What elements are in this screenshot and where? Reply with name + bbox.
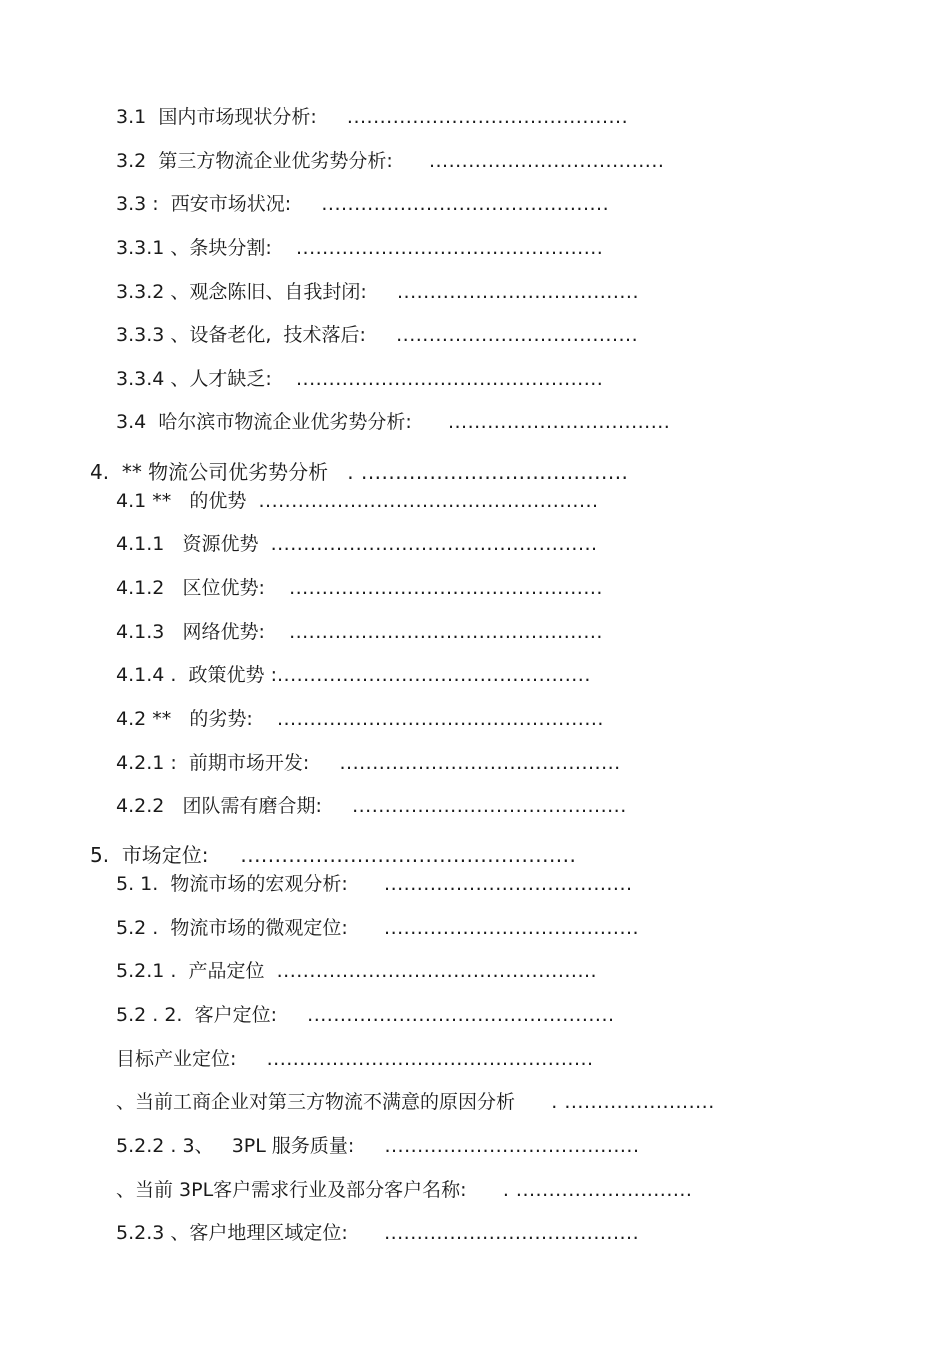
toc-entry-number: 4.2.1 : xyxy=(116,752,177,774)
toc-entry-leader: ................................................ xyxy=(289,621,603,643)
toc-entry-3-1 xyxy=(116,105,628,129)
toc-entry-number: 5.2.1 . xyxy=(116,960,177,982)
toc-entry-title: ** 物流公司优劣势分析 xyxy=(121,460,329,484)
toc-entry-4-1-1 xyxy=(116,532,598,556)
toc-entry-title: 网络优势: xyxy=(182,621,265,643)
toc-entry-leader: .................................................. xyxy=(266,1048,594,1070)
toc-entry-number: 3.3.2 xyxy=(116,281,165,303)
toc-entry-title: 物流市场的微观定位: xyxy=(170,917,348,939)
toc-entry-number: 3.4 xyxy=(116,411,147,433)
toc-entry-4-2-1 xyxy=(116,751,621,775)
toc-entry-title: 、人才缺乏: xyxy=(170,368,272,390)
toc-entry-title: 3PL 服务质量: xyxy=(231,1135,355,1157)
toc-entry-leader: .................................................... xyxy=(258,490,599,512)
toc-entry-5 xyxy=(90,843,576,867)
toc-entry-5-2-1 xyxy=(116,959,597,983)
toc-entry-number: 4.1 ** xyxy=(116,490,172,512)
toc-entry-title: 的优势 xyxy=(189,490,247,512)
toc-entry-leader: ................................................ xyxy=(276,664,591,686)
toc-entry-title: 物流市场的宏观分析: xyxy=(170,873,348,895)
toc-entry-4-1-3 xyxy=(116,620,603,644)
toc-entry-leader: ....................................... xyxy=(384,1135,640,1157)
toc-entry-title: 目标产业定位: xyxy=(116,1048,237,1070)
toc-entry-number: 3.3.1 xyxy=(116,237,165,259)
toc-entry-number: 4.1.1 xyxy=(116,533,165,555)
toc-entry-number: 5. 1. xyxy=(116,873,159,895)
toc-entry-title: 资源优势 xyxy=(182,533,259,555)
toc-entry-title: 、客户地理区域定位: xyxy=(170,1222,348,1244)
toc-entry-4 xyxy=(90,460,628,484)
toc-entry-leader: .................................................. xyxy=(276,708,604,730)
toc-entry-number: 3.3.3 xyxy=(116,324,165,346)
toc-entry-5-2-2-3 xyxy=(116,1134,640,1158)
toc-entry-5-2-3 xyxy=(116,1221,639,1245)
toc-entry-title: 的劣势: xyxy=(189,708,253,730)
toc-entry-number: 5.2.2 . 3、 xyxy=(116,1135,214,1157)
toc-entry-leader: ............................................... xyxy=(307,1004,615,1026)
toc-entry-leader: .................................................. xyxy=(270,533,598,555)
toc-entry-3-3-2 xyxy=(116,280,639,304)
toc-entry-number: 4.2.2 xyxy=(116,795,165,817)
toc-entry-leader: ..................................... xyxy=(396,324,639,346)
toc-entry-3-2 xyxy=(116,149,664,173)
toc-entry-leader: ................................................ xyxy=(289,577,603,599)
toc-entry-leader: .......................................... xyxy=(352,795,627,817)
toc-entry-number: 4.1.2 xyxy=(116,577,165,599)
toc-entry-title: 市场定位: xyxy=(121,843,209,867)
toc-entry-leader: ........................................... xyxy=(346,106,629,128)
toc-entry-title: 国内市场现状分析: xyxy=(158,106,317,128)
toc-entry-4-2-2 xyxy=(116,794,627,818)
toc-entry-number: 5. xyxy=(90,843,110,867)
toc-entry-title: 前期市场开发: xyxy=(188,752,310,774)
toc-entry-number: 4. xyxy=(90,460,110,484)
toc-entry-title: 西安市场状况: xyxy=(170,193,292,215)
toc-entry-leader: ............................................... xyxy=(295,237,604,259)
toc-entry-5-2-2 xyxy=(116,1003,615,1027)
toc-entry-title: 、当前 3PL客户需求行业及部分客户名称: xyxy=(116,1179,467,1201)
toc-entry-5-2 xyxy=(116,916,639,940)
toc-entry-number: 3.1 xyxy=(116,106,147,128)
toc-entry-title: 哈尔滨市物流企业优劣势分析: xyxy=(158,411,412,433)
toc-entry-target-industry xyxy=(116,1047,594,1071)
toc-entry-leader: .................................. xyxy=(447,411,671,433)
toc-entry-number: 4.1.3 xyxy=(116,621,165,643)
toc-entry-4-2 xyxy=(116,707,604,731)
toc-entry-number: 4.2 ** xyxy=(116,708,172,730)
toc-entry-leader: ................................................. xyxy=(276,960,598,982)
toc-entry-3-3-1 xyxy=(116,236,603,260)
toc-entry-leader: ....................................... xyxy=(384,1222,640,1244)
toc-entry-leader: ...................................... xyxy=(384,873,633,895)
toc-entry-3-3 xyxy=(116,192,609,216)
toc-entry-leader: ........................................... xyxy=(339,752,621,774)
toc-entry-title: 区位优势: xyxy=(182,577,265,599)
toc-entry-leader: ............................................ xyxy=(321,193,610,215)
toc-entry-number: 3.3.4 xyxy=(116,368,165,390)
toc-entry-number: 5.2 . xyxy=(116,917,159,939)
toc-entry-leader: .................................... xyxy=(428,150,665,172)
toc-entry-number: 3.3 : xyxy=(116,193,159,215)
toc-entry-3-3-3 xyxy=(116,323,638,347)
toc-entry-number: 5.2 . 2. xyxy=(116,1004,183,1026)
toc-entry-title: 客户定位: xyxy=(194,1004,277,1026)
toc-entry-title: 第三方物流企业优劣势分析: xyxy=(158,150,393,172)
toc-entry-4-1-4 xyxy=(116,663,591,687)
toc-entry-5-1 xyxy=(116,872,633,896)
toc-entry-leader: ............................................... xyxy=(295,368,604,390)
toc-entry-number: 3.2 xyxy=(116,150,147,172)
toc-entry-3pl-clients xyxy=(116,1178,692,1202)
toc-entry-number: 5.2.3 xyxy=(116,1222,165,1244)
toc-entry-leader: ....................................... xyxy=(384,917,640,939)
toc-entry-leader: . ....................................... xyxy=(347,460,629,484)
toc-entry-title: 、条块分割: xyxy=(170,237,272,259)
toc-entry-title: 、当前工商企业对第三方物流不满意的原因分析 xyxy=(116,1091,516,1113)
toc-entry-title: 、设备老化, 技术落后: xyxy=(170,324,366,346)
toc-entry-leader: ..................................... xyxy=(397,281,639,303)
toc-entry-title: 、观念陈旧、自我封闭: xyxy=(170,281,367,303)
toc-entry-leader: . ....................... xyxy=(551,1091,715,1113)
toc-entry-number: 4.1.4 . xyxy=(116,664,177,686)
toc-entry-title: 产品定位 xyxy=(188,960,265,982)
toc-entry-leader: ................................................. xyxy=(240,843,577,867)
toc-entry-3-3-4 xyxy=(116,367,603,391)
toc-entry-4-1-2 xyxy=(116,576,603,600)
toc-entry-3-4 xyxy=(116,410,670,434)
toc-entry-title: 政策优势 : xyxy=(188,664,277,686)
toc-entry-dissatisfaction-analysis xyxy=(116,1090,715,1114)
toc-entry-title: 团队需有磨合期: xyxy=(182,795,322,817)
toc-entry-leader: . ........................... xyxy=(502,1179,693,1201)
toc-entry-4-1 xyxy=(116,489,599,513)
